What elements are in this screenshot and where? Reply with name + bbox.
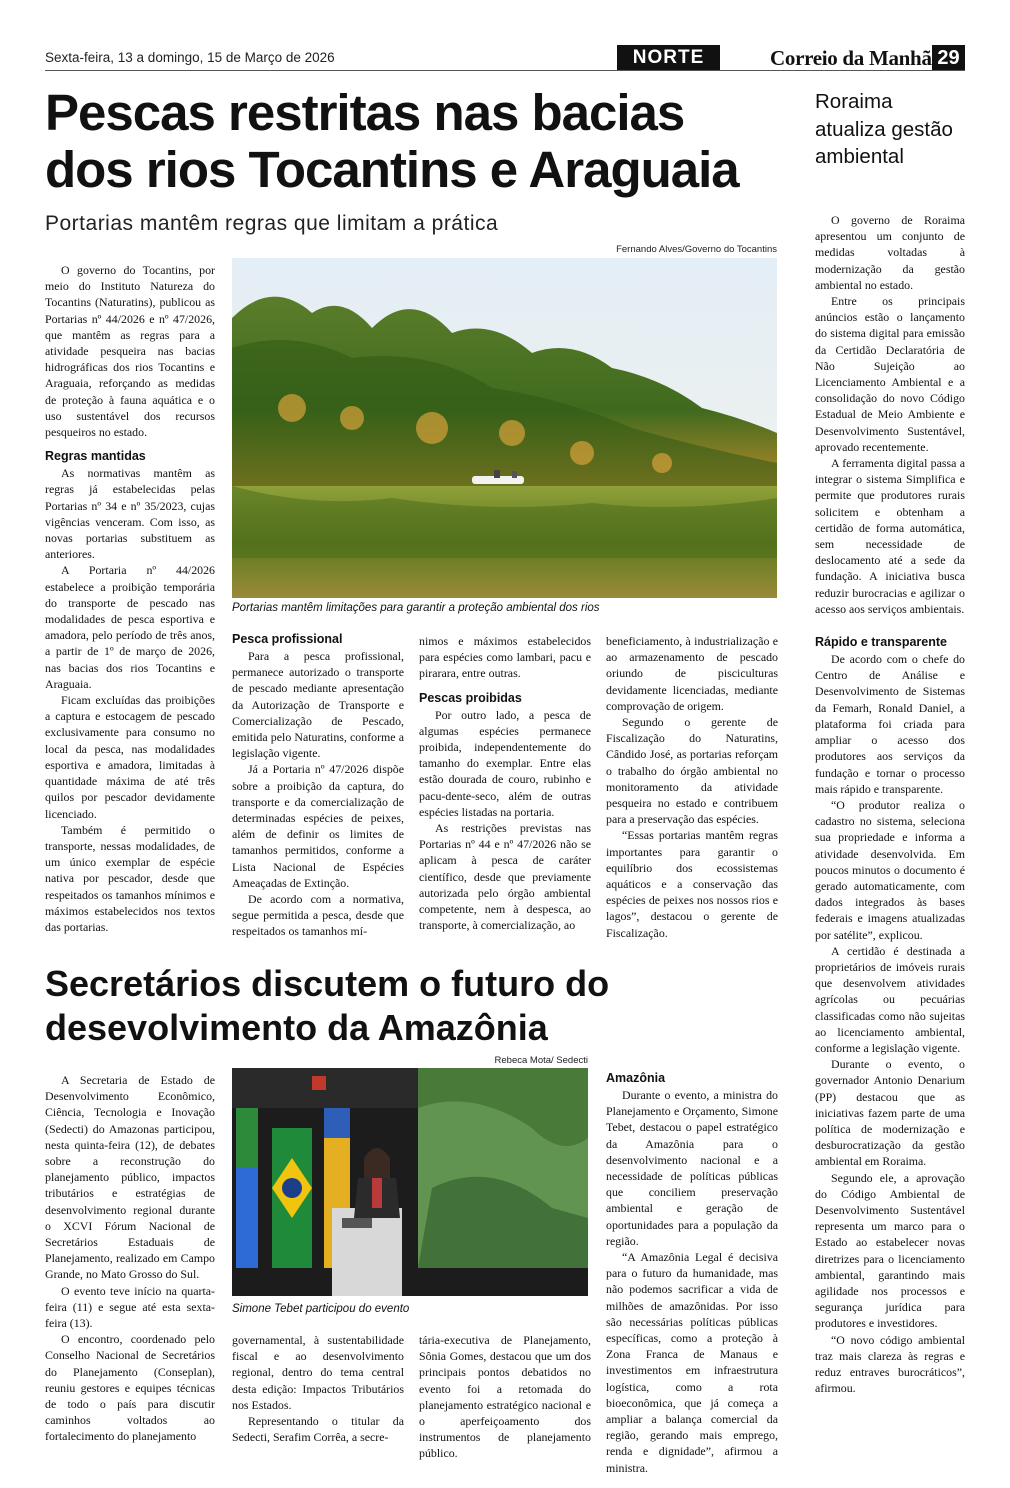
article1-column-2: [232, 625, 404, 940]
article1-column-1: [45, 262, 215, 935]
paragraph: De acordo com o chefe do Centro de Análise e Desenvolvimento de Sistemas da Femarh, Ronald Daniel, a plataforma foi criada para ampliar o acesso dos produtores aos serviços da fundação e tornar o processo mais rápido e transparente.: [815, 652, 965, 796]
subheading-pesca-profissional: Pesca profissional: [232, 632, 343, 646]
article2-column-4: [606, 1064, 778, 1476]
paragraph: A Portaria nº 44/2026 estabelece a proibição temporária do transporte de pescado nas modalidades de pesca esportiva e amadora, pelo período de três anos, a partir de 1º de março de 2026, nas bacias dos rios Tocantins e Araguaia.: [45, 563, 215, 691]
paragraph: “Essas portarias mantêm regras importantes para garantir o equilíbrio dos ecossistemas aquáticos e a conservação das espécies de peixes nos nossos rios e lagos”, destacou o gerente de Fiscalização.: [606, 828, 778, 940]
header-rule: [45, 70, 965, 71]
article2-photo-event: [232, 1068, 588, 1296]
paragraph: O governo do Tocantins, por meio do Instituto Natureza do Tocantins (Naturatins), publicou as Portarias nº 44/2026 e nº 47/2026, que mantêm as regras para a atividade pesqueira nas bacias hidrográficas dos rios Tocantins e Araguaia, reforçando as medidas de proteção à fauna aquática e o uso sustentável dos recursos pesqueiros no estado.: [45, 263, 215, 440]
paragraph: A Secretaria de Estado de Desenvolvimento Econômico, Ciência, Tecnologia e Inovação (Sedecti) do Amazonas participou, nesta quinta-feira (12), de debates sobre a reconstrução do planejamento público, impactos tributários e estratégias de desenvolvimento regional durante o XCVI Fórum Nacional de Secretários Estaduais de Planejamento, realizado em Campo Grande, no Mato Grosso do Sul.: [45, 1073, 215, 1282]
paragraph: As normativas mantêm as regras já estabelecidas pelas Portarias nº 34 e nº 35/2023, cujas vigências venceram. Com isso, as novas portarias substituem as anteriores.: [45, 466, 215, 562]
section-badge: NORTE: [617, 45, 720, 71]
paragraph: Representando o titular da Sedecti, Serafim Corrêa, a secre-: [232, 1414, 404, 1445]
subheading-regras-mantidas: Regras mantidas: [45, 449, 146, 464]
paragraph: “A Amazônia Legal é decisiva para o futuro da humanidade, mas não podemos sacrificar a vida de milhões de amazônidas. Por isso são necessárias políticas públicas específicas, como a proteção à Zona Franca de Manaus e investimentos em infraestrutura logística, como a rota bioeconômica, que já começa a ampliar a balança comercial da região, gerando mais emprego, renda e dignidade”, afirmou a ministra.: [606, 1250, 778, 1475]
paragraph: Ficam excluídas das proibições a captura e estocagem de pescado exclusivamente para consumo no local da pesca, nas modalidades esportiva e amadora, limitadas à quantidade máxima de até três quilos por pescador devidamente licenciado.: [45, 693, 215, 821]
paragraph: A certidão é destinada a proprietários de imóveis rurais que desenvolvem atividades agrícolas ou pecuárias classificadas como não sujeitas ao licenciamento ambiental, conforme a legislação vigente.: [815, 943, 965, 1055]
article2-column-2: [232, 1332, 404, 1445]
subheading-rapido-e-transparente: Rápido e transparente: [815, 635, 947, 650]
article1-headline: Pescas restritas nas bacias dos rios Tocantins e Araguaia: [45, 84, 739, 198]
sidebar-column: [815, 212, 965, 1396]
paragraph: Para a pesca profissional, permanece autorizado o transporte de pescado mediante apresentação da Autorização de Transporte e Comercialização de Pescado, emitida pelo Naturatins, conforme a legislação vigente.: [232, 649, 404, 761]
article1-column-4: [606, 633, 778, 941]
subheading-amazonia: Amazônia: [606, 1071, 666, 1085]
article1-photo-credit: Fernando Alves/Governo do Tocantins: [616, 244, 777, 255]
sidebar-headline: Roraima atualiza gestão ambiental: [815, 90, 953, 168]
paragraph: As restrições previstas nas Portarias nº 44 e nº 47/2026 não se aplicam à pesca de caráter científico, desde que previamente autorizada pelo órgão ambiental competente, nem à despesca, ao transporte, à comercialização, ao: [419, 821, 591, 933]
paragraph: A ferramenta digital passa a integrar o sistema Simplifica e permite que produtores rurais solicitem e obtenham a certidão de forma automática, sem necessidade de deslocamento até a sede da fundação. A iniciativa busca reduzir burocracias e agilizar o acesso aos serviços ambientais.: [815, 456, 965, 616]
paragraph: Já a Portaria nº 47/2026 dispõe sobre a proibição da captura, do transporte e da comercialização de determinadas espécies de peixes, além de definir os limites de tamanhos permitidos, conforme a Lista Nacional de Espécies Ameaçadas de Extinção.: [232, 762, 404, 890]
paragraph: nimos e máximos estabelecidos para espécies como lambari, pacu e pirarara, entre outras.: [419, 634, 591, 681]
page-number: 29: [932, 45, 965, 71]
paragraph: Também é permitido o transporte, nessas modalidades, de um único exemplar de espécie nativa por pescador, desde que respeitados os tamanhos mínimos e máximos estabelecidos nos textos das portarias.: [45, 822, 215, 934]
paragraph: Durante o evento, o governador Antonio Denarium (PP) destacou que as iniciativas fazem parte de uma política de modernização e desburocratização da gestão ambiental em Roraima.: [815, 1057, 965, 1169]
paragraph: De acordo com a normativa, segue permitida a pesca, desde que respeitados os tamanhos mí-: [232, 892, 404, 939]
paragraph: O encontro, coordenado pelo Conselho Nacional de Secretários do Planejamento (Conseplan), reuniu gestores e equipes técnicas de todo o país para discutir caminhos voltados ao fortalecimento do planejamento: [45, 1332, 215, 1444]
article1-subtitle: Portarias mantêm regras que limitam a prática: [45, 212, 499, 235]
paragraph: Por outro lado, a pesca de algumas espécies permanece proibida, independentemente do tamanho do exemplar. Entre elas estão dourada de couro, rubinho e pacu-dente-seco, além de outras espécies listadas na portaria.: [419, 707, 591, 819]
paragraph: Durante o evento, a ministra do Planejamento e Orçamento, Simone Tebet, destacou o papel estratégico da Amazônia para o desenvolvimento nacional e a necessidade de políticas públicas que conciliem preservação ambiental e geração de oportunidades para a população da região.: [606, 1088, 778, 1248]
paragraph: Segundo ele, a aprovação do Código Ambiental de Desenvolvimento Sustentável representa um marco para o Estado ao estabelecer novas diretrizes para o licenciamento ambiental, garantindo mais agilidade nos processos e segurança jurídica para produtores e investidores.: [815, 1170, 965, 1331]
paragraph: governamental, à sustentabilidade fiscal e ao desenvolvimento regional, dentro do tema central desta edição: Impactos Tributários nos Estados.: [232, 1333, 404, 1412]
header-date: Sexta-feira, 13 a domingo, 15 de Março de 2026: [45, 50, 335, 65]
paragraph: “O novo código ambiental traz mais clareza às regras e reduz entraves burocráticos”, afirmou.: [815, 1332, 965, 1396]
article2-photo-credit: Rebeca Mota/ Sedecti: [494, 1055, 588, 1066]
subheading-pescas-proibidas: Pescas proibidas: [419, 690, 522, 705]
paragraph: “O produtor realiza o cadastro no sistema, seleciona sua propriedade e informa a atividade desenvolvida. Em poucos minutos o documento é gerado automaticamente, com dados integrados às bases federais e imagens atualizadas por satélite”, explicou.: [815, 797, 965, 942]
article2-column-3: [419, 1332, 591, 1462]
paragraph: beneficiamento, à industrialização e ao armazenamento de pescado oriundo de pisciculturas devidamente licenciadas, mediante comprovação de origem.: [606, 634, 778, 713]
paragraph: Entre os principais anúncios estão o lançamento do sistema digital para emissão da Certidão Declaratória de Não Sujeição ao Licenciamento Ambiental e a consolidação do novo Código Estadual de Meio Ambiente e Desenvolvimento Sustentável, aprovado recentemente.: [815, 294, 965, 454]
article2-headline: Secretários discutem o futuro do desevolvimento da Amazônia: [45, 963, 610, 1048]
article2-photo-caption: Simone Tebet participou do evento: [232, 1303, 410, 1315]
article2-column-1: [45, 1072, 215, 1445]
paragraph: tária-executiva de Planejamento, Sônia Gomes, destacou que um dos principais pontos debatidos no evento foi a retomada do planejamento estratégico nacional e o aperfeiçoamento dos instrumentos de planejamento público.: [419, 1333, 591, 1461]
article1-photo-river: [232, 258, 777, 598]
paragraph: O governo de Roraima apresentou um conjunto de medidas voltadas à modernização da gestão ambiental no estado.: [815, 213, 965, 292]
paragraph: Segundo o gerente de Fiscalização do Naturatins, Cândido José, as portarias reforçam o trabalho do órgão ambiental no monitoramento da atividade pesqueira no estado e contribuem para a preservação das espécies.: [606, 715, 778, 827]
paragraph: O evento teve início na quarta-feira (11) e segue até esta sexta-feira (13).: [45, 1283, 215, 1331]
masthead-logo: Correio da Manhã: [770, 46, 932, 70]
article1-column-3: [419, 633, 591, 933]
article1-photo-caption: Portarias mantêm limitações para garantir a proteção ambiental dos rios: [232, 602, 600, 614]
